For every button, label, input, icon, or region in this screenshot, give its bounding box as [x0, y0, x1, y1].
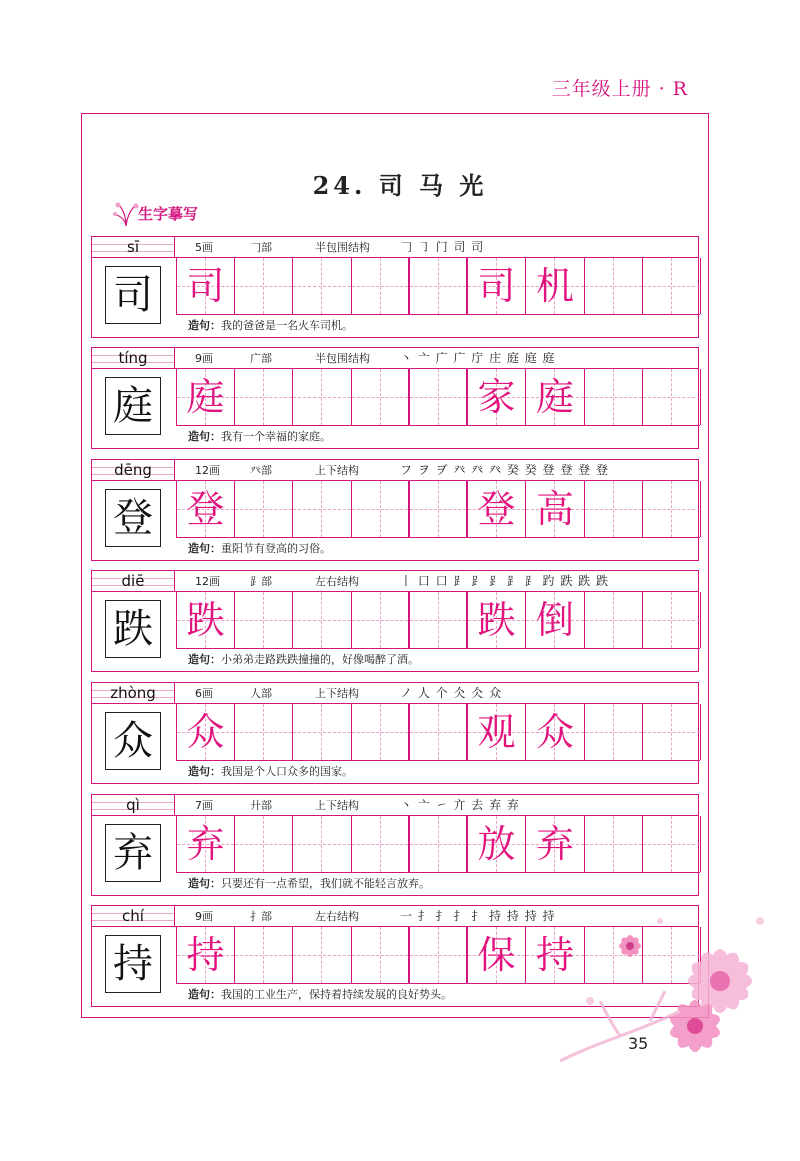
- sentence-prefix: 造句：: [188, 877, 221, 890]
- stroke-order: 丶 亠 广 广 庁 庄 庭 庭 庭: [400, 351, 556, 365]
- writing-cell[interactable]: [177, 927, 235, 983]
- info-bar: [175, 347, 699, 369]
- stroke-count: 9画: [195, 352, 213, 365]
- lesson-title: 24. 司 马 光: [312, 171, 488, 200]
- info-bar: [175, 682, 699, 704]
- character-entry: [91, 347, 699, 449]
- word-character: 保: [477, 933, 516, 977]
- writing-cell[interactable]: [352, 369, 410, 425]
- model-character-box: [105, 266, 161, 324]
- writing-cell[interactable]: [235, 816, 293, 872]
- character-entry: [91, 570, 699, 672]
- trace-character: 庭: [186, 375, 225, 419]
- writing-cell[interactable]: [643, 592, 701, 648]
- example-sentence: [176, 761, 700, 783]
- flower-icon: [112, 200, 140, 228]
- word-character: 家: [477, 375, 516, 419]
- radical: 人部: [250, 687, 272, 700]
- stroke-order: 丨 口 口 ⻊ ⻊ ⻊ ⻊ ⻊ 趵 跌 跌 跌: [400, 574, 609, 588]
- practice-box: [91, 704, 699, 784]
- writing-grid: [176, 258, 700, 315]
- sentence-text: 只要还有一点希望，我们就不能轻言放弃。: [221, 877, 430, 890]
- writing-cell[interactable]: [410, 704, 468, 760]
- writing-cell[interactable]: [526, 592, 585, 648]
- model-character: 跌: [113, 606, 153, 652]
- radical: 𠃌部: [250, 241, 272, 254]
- structure: 左右结构: [315, 910, 359, 923]
- example-sentence: [176, 538, 700, 560]
- section-label: 生字摹写: [138, 205, 199, 223]
- word-character: 持: [535, 933, 574, 977]
- word-character: 庭: [535, 375, 574, 419]
- sentence-text: 我国的工业生产，保持着持续发展的良好势头。: [221, 988, 452, 1001]
- sentence-prefix: 造句：: [188, 653, 221, 666]
- structure: 半包围结构: [315, 352, 370, 365]
- writing-cell[interactable]: [526, 704, 585, 760]
- stroke-order: 一 扌 扌 扌 扌 持 持 持 持: [400, 909, 556, 923]
- stroke-count: 5画: [195, 241, 213, 254]
- model-character-box: [105, 935, 161, 993]
- writing-cell[interactable]: [235, 369, 293, 425]
- pinyin-box: sī: [91, 236, 175, 258]
- pinyin-box: diē: [91, 570, 175, 592]
- character-entry: [91, 459, 699, 561]
- practice-box: [91, 369, 699, 449]
- model-character-box: [105, 377, 161, 435]
- writing-cell[interactable]: [468, 704, 526, 760]
- writing-cell[interactable]: [410, 927, 468, 983]
- writing-cell[interactable]: [293, 258, 352, 314]
- writing-cell[interactable]: [235, 481, 293, 537]
- writing-cell[interactable]: [235, 592, 293, 648]
- writing-cell[interactable]: [177, 258, 235, 314]
- pinyin-box: dēng: [91, 459, 175, 481]
- model-character: 登: [113, 495, 153, 541]
- word-character: 观: [477, 710, 516, 754]
- writing-cell[interactable]: [526, 481, 585, 537]
- word-character: 倒: [535, 598, 574, 642]
- sentence-prefix: 造句：: [188, 988, 221, 1001]
- character-entry: [91, 236, 699, 338]
- word-character: 机: [535, 264, 574, 308]
- writing-cell[interactable]: [410, 816, 468, 872]
- example-sentence: [176, 315, 700, 337]
- writing-cell[interactable]: [177, 816, 235, 872]
- model-character: 持: [113, 941, 153, 987]
- writing-cell[interactable]: [293, 816, 352, 872]
- example-sentence: [176, 426, 700, 448]
- model-character-box: [105, 824, 161, 882]
- stroke-order: 丶 亠 ㇀ 亣 去 弃 弃: [400, 798, 520, 812]
- info-bar: [175, 236, 699, 258]
- pinyin-box: chí: [91, 905, 175, 927]
- pinyin-box: tíng: [91, 347, 175, 369]
- pinyin-box: zhòng: [91, 682, 175, 704]
- sentence-text: 我的爸爸是一名火车司机。: [221, 319, 353, 332]
- trace-character: 跌: [186, 598, 225, 642]
- word-character: 跌: [477, 598, 516, 642]
- writing-cell[interactable]: [468, 816, 526, 872]
- sentence-text: 重阳节有登高的习俗。: [221, 542, 331, 555]
- word-character: 高: [535, 487, 574, 531]
- writing-cell[interactable]: [177, 481, 235, 537]
- writing-cell[interactable]: [643, 704, 701, 760]
- model-character-box: [105, 489, 161, 547]
- writing-cell[interactable]: [585, 704, 643, 760]
- writing-cell[interactable]: [526, 927, 585, 983]
- sentence-prefix: 造句：: [188, 765, 221, 778]
- word-character: 司: [477, 264, 516, 308]
- writing-cell[interactable]: [468, 369, 526, 425]
- writing-cell[interactable]: [468, 481, 526, 537]
- model-character-box: [105, 712, 161, 770]
- writing-cell[interactable]: [585, 592, 643, 648]
- structure: 左右结构: [315, 575, 359, 588]
- radical: 广部: [250, 352, 272, 365]
- writing-cell[interactable]: [293, 927, 352, 983]
- writing-grid: [176, 704, 700, 761]
- writing-cell[interactable]: [235, 258, 293, 314]
- word-character: 登: [477, 487, 516, 531]
- writing-cell[interactable]: [468, 927, 526, 983]
- writing-cell[interactable]: [585, 258, 643, 314]
- writing-cell[interactable]: [293, 592, 352, 648]
- writing-cell[interactable]: [410, 369, 468, 425]
- practice-box: [91, 592, 699, 672]
- model-character-box: [105, 600, 161, 658]
- trace-character: 登: [186, 487, 225, 531]
- page-number: 35: [628, 1034, 649, 1053]
- writing-cell[interactable]: [352, 816, 410, 872]
- writing-cell[interactable]: [526, 258, 585, 314]
- stroke-count: 9画: [195, 910, 213, 923]
- practice-box: [91, 258, 699, 338]
- grade-label: 三年级上册 · R: [551, 78, 688, 100]
- radical: 扌部: [250, 910, 272, 923]
- word-character: 弃: [535, 822, 574, 866]
- writing-cell[interactable]: [177, 369, 235, 425]
- stroke-count: 12画: [195, 464, 220, 477]
- stroke-order: ノ 人 个 仌 仌 众: [400, 686, 503, 700]
- writing-cell[interactable]: [585, 369, 643, 425]
- info-bar: [175, 459, 699, 481]
- practice-box: [91, 481, 699, 561]
- writing-cell[interactable]: [643, 481, 701, 537]
- writing-cell[interactable]: [293, 704, 352, 760]
- writing-cell[interactable]: [410, 481, 468, 537]
- writing-cell[interactable]: [526, 369, 585, 425]
- writing-cell[interactable]: [352, 704, 410, 760]
- trace-character: 持: [186, 933, 225, 977]
- writing-cell[interactable]: [643, 258, 701, 314]
- trace-character: 弃: [186, 822, 225, 866]
- writing-cell[interactable]: [177, 704, 235, 760]
- structure: 上下结构: [315, 687, 359, 700]
- pinyin-box: qì: [91, 794, 175, 816]
- writing-cell[interactable]: [585, 481, 643, 537]
- writing-cell[interactable]: [643, 369, 701, 425]
- writing-cell[interactable]: [352, 592, 410, 648]
- writing-cell[interactable]: [526, 816, 585, 872]
- writing-cell[interactable]: [352, 258, 410, 314]
- sentence-prefix: 造句：: [188, 542, 221, 555]
- section-header: [112, 200, 272, 230]
- writing-cell[interactable]: [468, 258, 526, 314]
- writing-cell[interactable]: [235, 927, 293, 983]
- writing-cell[interactable]: [352, 481, 410, 537]
- writing-grid: [176, 481, 700, 538]
- stroke-count: 7画: [195, 799, 213, 812]
- word-character: 众: [535, 710, 574, 754]
- writing-cell[interactable]: [235, 704, 293, 760]
- character-entry: [91, 682, 699, 784]
- model-character: 庭: [113, 383, 153, 429]
- stroke-order: 𠃌 ㇆ 门 司 司: [400, 240, 485, 254]
- stroke-order: フ ヲ ヺ 癶 癶 癶 癸 癸 登 登 登 登: [400, 463, 609, 477]
- model-character: 弃: [113, 830, 153, 876]
- sentence-text: 小弟弟走路跌跌撞撞的，好像喝醉了酒。: [221, 653, 419, 666]
- example-sentence: [176, 649, 700, 671]
- info-bar: [175, 570, 699, 592]
- structure: 半包围结构: [315, 241, 370, 254]
- writing-cell[interactable]: [410, 258, 468, 314]
- writing-cell[interactable]: [293, 481, 352, 537]
- writing-cell[interactable]: [177, 592, 235, 648]
- writing-grid: [176, 592, 700, 649]
- sentence-prefix: 造句：: [188, 430, 221, 443]
- trace-character: 众: [186, 710, 225, 754]
- word-character: 放: [477, 822, 516, 866]
- flower-decoration-icon: [560, 861, 800, 1101]
- sentence-prefix: 造句：: [188, 319, 221, 332]
- writing-cell[interactable]: [352, 927, 410, 983]
- writing-cell[interactable]: [468, 592, 526, 648]
- trace-character: 司: [186, 264, 225, 308]
- stroke-count: 6画: [195, 687, 213, 700]
- writing-cell[interactable]: [293, 369, 352, 425]
- radical: ⻊部: [250, 575, 272, 588]
- sentence-text: 我有一个幸福的家庭。: [221, 430, 331, 443]
- info-bar: [175, 794, 699, 816]
- model-character: 众: [113, 718, 153, 764]
- stroke-count: 12画: [195, 575, 220, 588]
- radical: 廾部: [250, 799, 272, 812]
- model-character: 司: [113, 272, 153, 318]
- radical: 癶部: [250, 464, 272, 477]
- structure: 上下结构: [315, 799, 359, 812]
- writing-grid: [176, 369, 700, 426]
- sentence-text: 我国是个人口众多的国家。: [221, 765, 353, 778]
- structure: 上下结构: [315, 464, 359, 477]
- writing-cell[interactable]: [410, 592, 468, 648]
